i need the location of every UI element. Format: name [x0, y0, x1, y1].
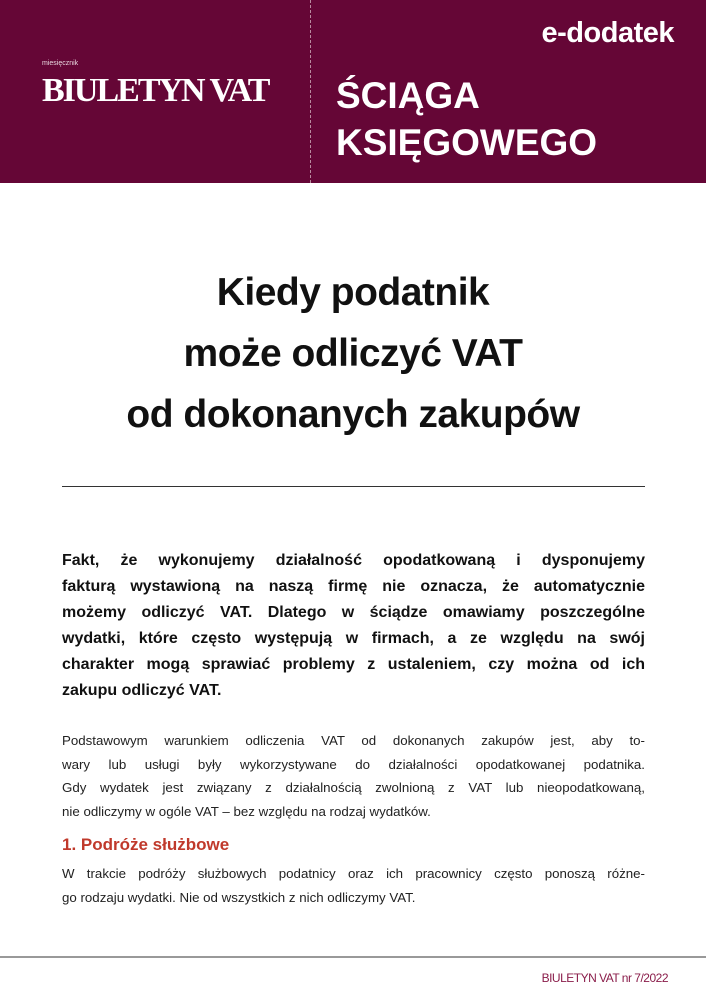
text-line: W trakcie podróży służbowych podatnicy oraz ich pracownicy często ponoszą różne- — [62, 866, 645, 881]
text-line: możemy odliczyć VAT. Dlatego w ściądze omawiamy poszczególne — [62, 604, 645, 621]
section-paragraph — [62, 862, 645, 909]
text-line: go rodzaju wydatki. Nie od wszystkich z nich odliczymy VAT. — [62, 889, 416, 905]
title-line: Kiedy podatnik — [216, 271, 490, 314]
title-line: od dokonanych zakupów — [126, 393, 580, 436]
text-line: Gdy wydatek jest związany z działalnością zwolnioną z VAT lub nieopodatkowaną, — [62, 780, 645, 796]
footer-rule — [0, 956, 706, 958]
lead-paragraph — [62, 548, 645, 704]
text-line: wary lub usługi były wykorzystywane do działalności opodatkowanej podatnika. — [62, 756, 645, 772]
biuletyn-vat-logo: BIULETYN VAT — [42, 72, 269, 109]
title-line: może odliczyć VAT — [183, 332, 523, 375]
header-divider — [310, 0, 311, 183]
text-line: wydatki, które często występują w firmach, a ze względu na swój — [62, 630, 645, 647]
text-line: Podstawowym warunkiem odliczenia VAT od dokonanych zakupów jest, aby to- — [62, 733, 645, 748]
page-title — [0, 262, 706, 445]
footer-issue: BIULETYN VAT nr 7/2022 — [541, 971, 668, 985]
header-banner — [0, 0, 706, 183]
text-line: zakupu odliczyć VAT. — [62, 682, 222, 699]
title-rule — [62, 486, 645, 487]
series-title-line: ŚCIĄGA — [336, 75, 480, 116]
e-dodatek-label: e-dodatek — [541, 17, 674, 49]
text-line: Fakt, że wykonujemy działalność opodatkowaną i dysponujemy — [62, 552, 645, 569]
section-heading: 1. Podróże służbowe — [62, 835, 230, 854]
series-title-line: KSIĘGOWEGO — [336, 122, 598, 163]
text-line: nie odliczymy w ogóle VAT – bez względu na rodzaj wydatków. — [62, 804, 431, 820]
logo-kicker: miesięcznik — [42, 60, 79, 67]
text-line: fakturą wystawioną na naszą firmę nie oznacza, że automatycznie — [62, 578, 645, 595]
series-title — [336, 72, 597, 166]
intro-paragraph — [62, 729, 645, 824]
text-line: charakter mogą sprawiać problemy z ustaleniem, czy można od ich — [62, 656, 645, 673]
